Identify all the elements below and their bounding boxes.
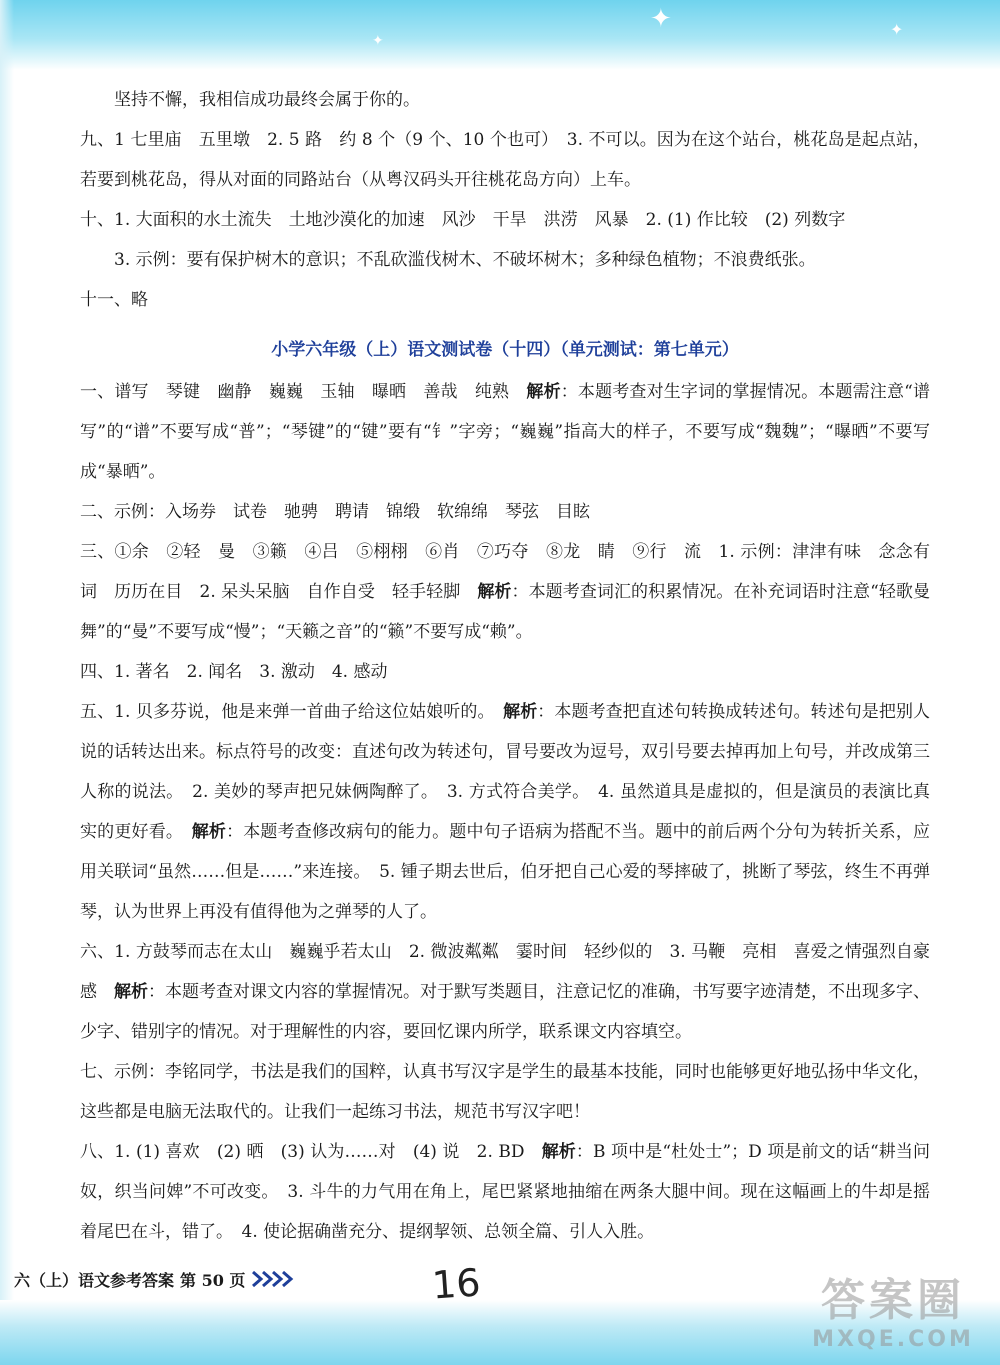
watermark-logo	[798, 1268, 988, 1360]
answer-line: 3. 示例：要有保护树木的意识；不乱砍滥伐树木、不破坏树木；多种绿色植物；不浪费纸张。	[114, 250, 816, 270]
answer-text: 五、1. 贝多芬说，他是来弹一首曲子给这位姑娘听的。	[80, 702, 504, 722]
page-number: 第 50 页	[180, 1270, 246, 1290]
handwritten-note: 16	[430, 1260, 482, 1308]
answer-section-8	[80, 1132, 930, 1252]
analysis-text: ：本题考查对课文内容的掌握情况。对于默写类题目，注意记忆的准确，书写要字迹清楚，不出现多字、少字、错别字的情况。对于理解性的内容，要回忆课内所学，联系课文内容填空。	[80, 982, 930, 1042]
answer-section-6	[80, 932, 930, 1052]
analysis-keyword: 解析	[114, 982, 148, 1002]
answer-section-4: 四、1. 著名 2. 闻名 3. 激动 4. 感动	[80, 662, 388, 682]
analysis-keyword: 解析	[191, 822, 227, 842]
answer-text: 一、谱写 琴键 幽静 巍巍 玉轴 曝晒 善哉 纯熟	[80, 382, 527, 402]
answer-section-7: 七、示例：李铭同学，书法是我们的国粹，认真书写汉字是学生的最基本技能，同时也能够更好地弘扬中华文化，这些都是电脑无法取代的。让我们一起练习书法，规范书写汉字吧！	[80, 1062, 930, 1122]
section-heading: 小学六年级（上）语文测试卷（十四）（单元测试：第七单元）	[271, 340, 739, 360]
analysis-text: ：本题考查修改病句的能力。题中句子语病为搭配不当。题中的前后两个分句为转折关系，应用关联词“虽然……但是……”来连接。 5. 锺子期去世后，伯牙把自己心爱的琴摔破了，挑断了琴弦，终生不再弹琴，认为世界上再没有值得他为之弹琴的人了。	[80, 822, 931, 922]
analysis-keyword: 解析	[541, 1142, 576, 1162]
answer-text: 六、1. 方鼓琴而志在太山 巍巍乎若太山 2. 微波粼粼 霎时间 轻纱似的 3. 马鞭 亮相 喜爱之情强烈自豪感	[80, 942, 930, 1002]
watermark-sub-text: MXQE.COM	[812, 1327, 974, 1352]
arrows-icon	[251, 1270, 297, 1288]
analysis-keyword: 解析	[477, 582, 512, 602]
answer-text: 八、1. (1) 喜欢 (2) 晒 (3) 认为……对 (4) 说 2. BD	[80, 1142, 542, 1162]
footer-label: 六（上）语文参考答案	[14, 1270, 175, 1290]
answer-section-1	[80, 372, 930, 492]
answer-line: 坚持不懈，我相信成功最终会属于你的。	[114, 90, 420, 110]
analysis-text: ：本题考查对生字词的掌握情况。本题需注意“谱写”的“谱”不要写成“普”；“琴键”的“键”要有“钅”字旁；“巍巍”指高大的样子，不要写成“魏魏”；“曝晒”不要写成“暴晒”。	[80, 382, 930, 482]
answer-line: 十、1. 大面积的水土流失 土地沙漠化的加速 风沙 干旱 洪涝 风暴 2. (1) 作比较 (2) 列数字	[80, 210, 846, 230]
analysis-keyword: 解析	[503, 702, 538, 722]
page-footer	[14, 1262, 297, 1296]
top-decorative-band	[0, 0, 1000, 70]
analysis-text: ：本题考查把直述句转换成转述句。转述句是把别人说的话转达出来。标点符号的改变：直述句改为转述句，冒号要改为逗号，双引号要去掉再加上句号，并改成第三人称的说法。 2. 美妙的琴声把兄妹俩陶醉了。 3. 方式符合美学。 4. 虽然道具是虚拟的，但是演员的表演比真实的更好看。	[80, 702, 931, 842]
answer-section-2: 二、示例：入场券 试卷 驰骋 聘请 锦缎 软绵绵 琴弦 目眩	[80, 502, 590, 522]
sparkle-icon: ✦	[372, 33, 384, 49]
answer-section-5	[80, 692, 930, 932]
analysis-keyword: 解析	[526, 382, 561, 402]
answer-text: 三、①余 ②轻 曼 ③籁 ④吕 ⑤栩栩 ⑥肖 ⑦巧夺 ⑧龙 睛 ⑨行 流 1. 示例：津津有味 念念有词 历历在目 2. 呆头呆脑 自作自受 轻手轻脚	[80, 542, 930, 602]
analysis-text: ：本题考查词汇的积累情况。在补充词语时注意“轻歌曼舞”的“曼”不要写成“慢”；“天籁之音”的“籁”不要写成“赖”。	[80, 582, 931, 642]
left-decorative-edge	[0, 0, 14, 1365]
analysis-text: ：B 项中是“杜处士”；D 项是前文的话“耕当问奴，织当问婢”不可改变。 3. 斗牛的力气用在角上，尾巴紧紧地抽缩在两条大腿中间。现在这幅画上的牛却是摇着尾巴在斗，错了。 4. 使论据确凿充分、提纲挈领、总领全篇、引人入胜。	[80, 1142, 930, 1242]
sparkle-icon: ✦	[890, 20, 904, 39]
answer-content	[80, 80, 930, 1252]
answer-line: 九、1 七里庙 五里墩 2. 5 路 约 8 个（9 个、10 个也可） 3. 不可以。因为在这个站台，桃花岛是起点站，若要到桃花岛，得从对面的同路站台（从粤汉码头开往桃花岛方向）上车。	[80, 130, 930, 190]
answer-line: 十一、略	[80, 290, 148, 310]
watermark-main-text: 答案圈	[821, 1275, 965, 1326]
answer-section-3	[80, 532, 930, 652]
sparkle-icon: ✦	[650, 4, 672, 34]
